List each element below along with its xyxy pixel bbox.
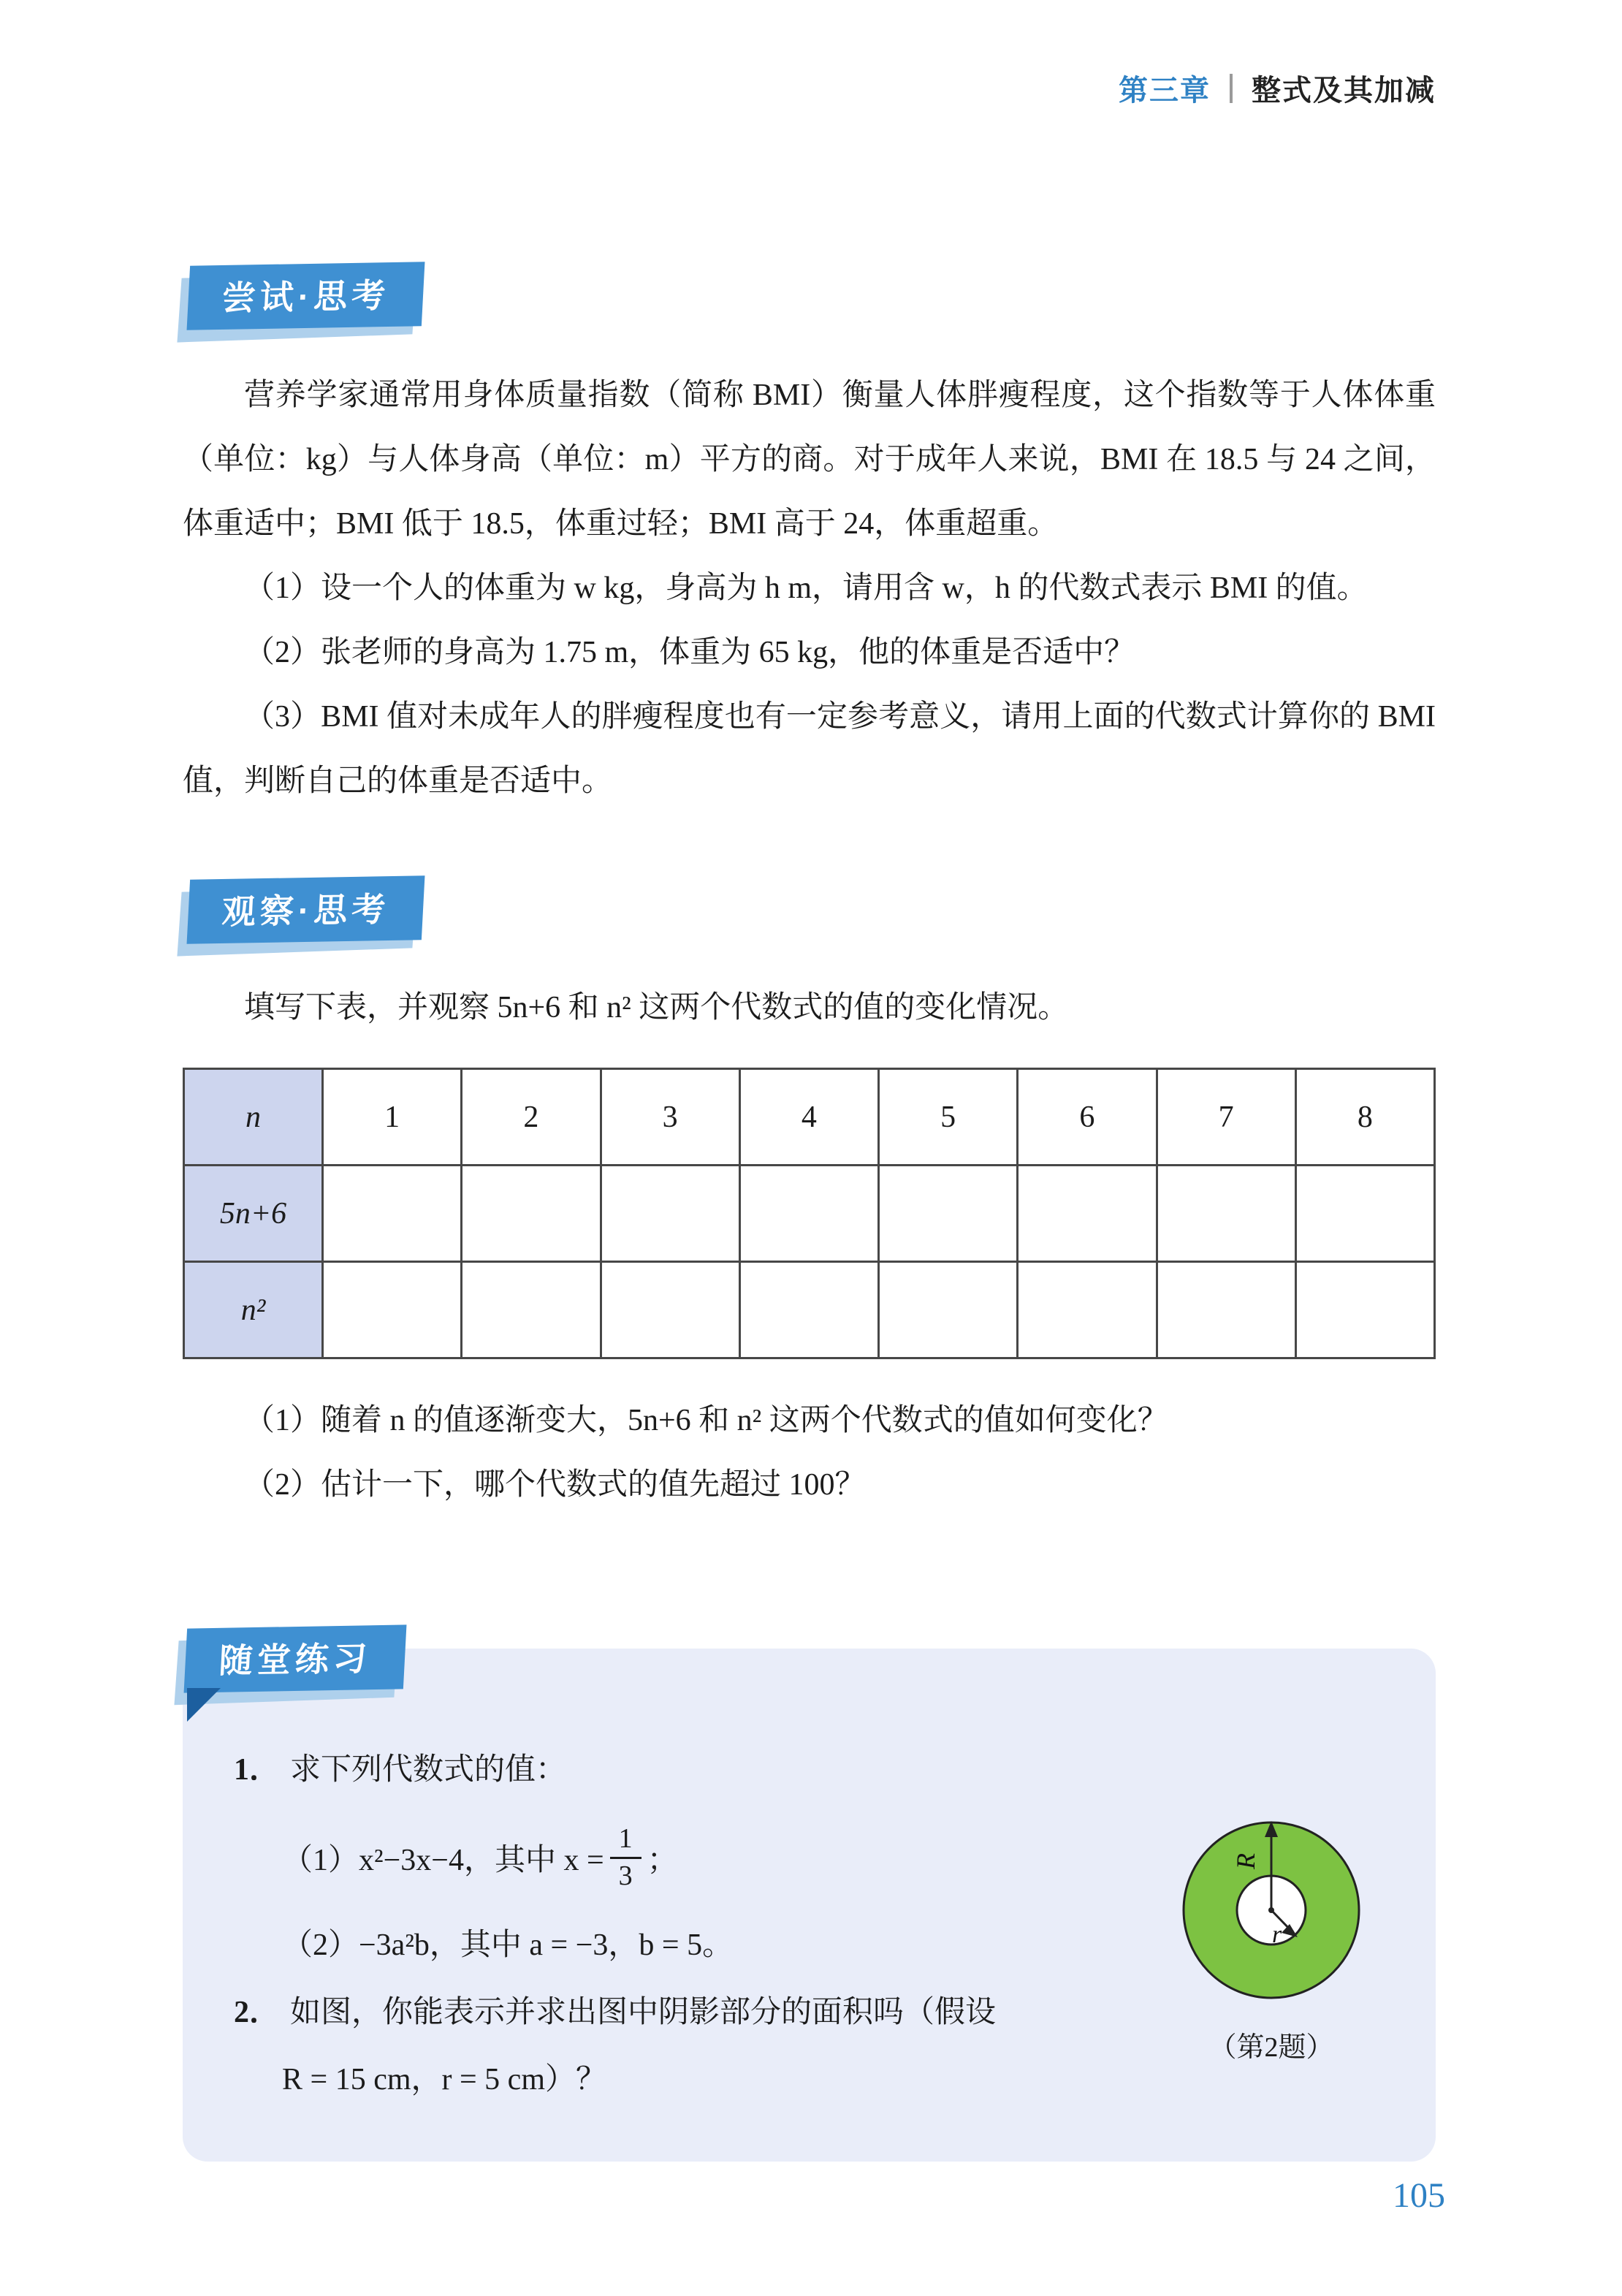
observe-questions xyxy=(183,1388,1436,1517)
values-table xyxy=(183,1068,1436,1359)
table-cell-empty xyxy=(1018,1166,1157,1262)
table-cell-n-5: 5 xyxy=(879,1069,1018,1166)
table-row-5n6 xyxy=(184,1166,1435,1262)
chapter-title: 整式及其加减 xyxy=(1252,75,1436,107)
exercise-1-sub-2: （2）−3a²b，其中 a = −3，b = 5。 xyxy=(282,1928,734,1962)
table-row-header-n: n xyxy=(184,1069,323,1166)
radius-r-label: r xyxy=(1272,1921,1282,1948)
badge-practice-label: 随堂练习 xyxy=(184,1624,407,1692)
page-header xyxy=(183,0,1436,109)
exercise-1-sub-1 xyxy=(234,1803,1129,1912)
badge-observe-think-label: 观察·思考 xyxy=(187,875,425,944)
badge-try-think xyxy=(189,264,423,328)
table-row-n-squared xyxy=(184,1262,1435,1358)
table-cell-n-1: 1 xyxy=(323,1069,462,1166)
radius-R-label: R xyxy=(1231,1853,1260,1869)
table-cell-n-3: 3 xyxy=(601,1069,739,1166)
exercise-1-sub-1-prefix: （1）x²−3x−4，其中 x = xyxy=(282,1844,604,1877)
exercise-2-text: 如图，你能表示并求出图中阴影部分的面积吗（假设 xyxy=(290,1996,997,2029)
table-cell-empty xyxy=(1018,1262,1157,1358)
exercise-2 xyxy=(234,1979,1129,2046)
fraction-numerator: 1 xyxy=(618,1822,633,1854)
badge-practice xyxy=(186,1627,405,1691)
exercise-2-text-line-2: R = 15 cm，r = 5 cm）？ xyxy=(282,2063,606,2097)
annulus-figure xyxy=(1165,1780,1377,2014)
table-cell-n-6: 6 xyxy=(1018,1069,1157,1166)
table-row-header-n-squared: n² xyxy=(184,1262,323,1358)
exercise-1-text: 求下列代数式的值： xyxy=(290,1753,567,1787)
try-think-question-1: （1）设一个人的体重为 w kg，身高为 h m，请用含 w，h 的代数式表示 BMI 的值。 xyxy=(244,571,1368,605)
observe-question-2: （2）估计一下，哪个代数式的值先超过 100？ xyxy=(244,1468,866,1502)
exercise-1 xyxy=(234,1736,1129,1803)
table-cell-empty xyxy=(323,1262,462,1358)
try-think-body xyxy=(183,363,1436,813)
practice-text-column xyxy=(234,1736,1129,2113)
table-cell-empty xyxy=(879,1262,1018,1358)
table-cell-n-2: 2 xyxy=(462,1069,601,1166)
table-cell-empty xyxy=(739,1262,878,1358)
figure-caption: （第2题） xyxy=(1208,2032,1334,2063)
bmi-paragraph: 营养学家通常用身体质量指数（简称 BMI）衡量人体胖瘦程度，这个指数等于人体体重（单位：kg）与人体身高（单位：m）平方的商。对于成年人来说，BMI 在 18.5 与 24 之间，体重适中；BMI 低于 18.5，体重过轻；BMI 高于 24，体重超重。 xyxy=(183,379,1436,541)
exercise-1-number: 1． xyxy=(234,1753,281,1787)
table-row-n xyxy=(184,1069,1435,1166)
badge-try-think-label: 尝试·思考 xyxy=(187,262,425,330)
table-cell-n-4: 4 xyxy=(739,1069,878,1166)
table-cell-empty xyxy=(601,1166,739,1262)
table-cell-empty xyxy=(1295,1262,1434,1358)
exercise-1-sub-1-suffix: ； xyxy=(647,1844,678,1877)
badge-observe-think xyxy=(189,878,423,942)
header-divider-bar xyxy=(1230,74,1233,103)
table-cell-n-7: 7 xyxy=(1157,1069,1295,1166)
table-cell-n-8: 8 xyxy=(1295,1069,1434,1166)
table-cell-empty xyxy=(323,1166,462,1262)
table-cell-empty xyxy=(1295,1166,1434,1262)
table-intro: 填写下表，并观察 5n+6 和 n² 这两个代数式的值的变化情况。 xyxy=(244,991,1069,1025)
exercise-2-number: 2． xyxy=(234,1996,281,2029)
fraction-denominator: 3 xyxy=(610,1857,641,1894)
fraction-one-third xyxy=(610,1822,641,1893)
practice-figure-column xyxy=(1151,1736,1392,2113)
table-cell-empty xyxy=(601,1262,739,1358)
page-number: 105 xyxy=(1393,2176,1445,2215)
observe-question-1: （1）随着 n 的值逐渐变大，5n+6 和 n² 这两个代数式的值如何变化？ xyxy=(244,1404,1168,1437)
table-cell-empty xyxy=(462,1166,601,1262)
table-row-header-5n6: 5n+6 xyxy=(184,1166,323,1262)
chapter-label: 第三章 xyxy=(1119,75,1211,107)
try-think-question-2: （2）张老师的身高为 1.75 m，体重为 65 kg，他的体重是否适中？ xyxy=(244,636,1135,669)
table-cell-empty xyxy=(1157,1166,1295,1262)
table-cell-empty xyxy=(1157,1262,1295,1358)
practice-panel xyxy=(183,1649,1436,2162)
table-cell-empty xyxy=(739,1166,878,1262)
badge-fold-triangle xyxy=(187,1688,221,1722)
table-cell-empty xyxy=(879,1166,1018,1262)
try-think-question-3: （3）BMI 值对未成年人的胖瘦程度也有一定参考意义，请用上面的代数式计算你的 BMI 值，判断自己的体重是否适中。 xyxy=(183,700,1436,798)
table-cell-empty xyxy=(462,1262,601,1358)
